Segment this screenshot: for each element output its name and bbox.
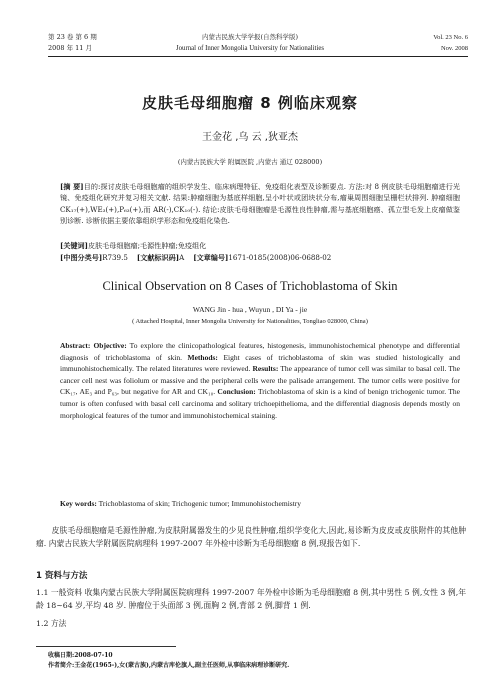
journal-name-en: Journal of Inner Mongolia University for Nationalities (176, 45, 324, 52)
authors-cn: 王金花 ,乌 云 ,狄亚杰 (202, 132, 298, 143)
article-id-label: [文章编号] (193, 253, 229, 262)
affiliation-en: ( Attached Hospital, Inner Mongolia University for Nationalities, Tongliao 028000, China) (132, 318, 368, 325)
abstract-en-conclusion: Trichoblastoma of skin is a kind of benign trichogenic tumor. The tumor is often confused with basal cell carcinoma and solitary trichoepithelioma, and the differential diagnosis depends mostly on morphological features of the tumor and immunohistochemical staining. (60, 387, 460, 420)
abstract-cn-text: 目的:探讨皮肤毛母细胞瘤的组织学发生、临床病理特征、免疫组化表型及诊断要点. 方法:对 8 例皮肤毛母细胞瘤进行光镜、免疫组化研究并复习相关文献. 结果:肿瘤细胞为基底样细胞,呈小叶状或团块状分布,瘤巢周围细胞呈栅栏状排列. 肿瘤细胞 CK₁₇(+),WE₃(+),P₆₃(+),而 AR(-),CK₁₀(-). 结论:皮肤毛母细胞瘤是毛源性良性肿瘤,需与基底细胞癌、孤立型毛发上皮瘤做鉴别诊断. 诊断依据主要依靠组织学形态和免疫组化染色. (60, 182, 461, 226)
article-title-cn: 皮肤毛母细胞瘤 8 例临床观察 (142, 94, 358, 112)
abstract-en-objective: To explore the clinicopathological features, histogenesis, immunohistochemical phenotype and differential diagnosis of trichoblastoma of skin. (60, 341, 460, 362)
section-1-1-paragraph: 1.1 一般资料 收集内蒙古民族大学附属医院病理科 1997-2007 年外检中诊断为毛母细胞瘤 8 例,其中男性 5 例,女性 3 例,年龄 18~64 岁,平均 48 岁. 肿瘤位于头面部 3 例,面胸 2 例,背部 2 例,脚背 1 例. (36, 588, 466, 611)
abstract-cn-label: [摘 要] (60, 182, 84, 191)
keywords-en-label: Key words: (60, 499, 97, 508)
keywords-cn-text: 皮肤毛母细胞瘤;毛源性肿瘤;免疫组化 (88, 241, 207, 250)
clc-label: [中图分类号] (60, 253, 103, 262)
results-label: Results: (252, 364, 279, 374)
footnote-rule (36, 646, 176, 647)
keywords-en (60, 498, 460, 510)
abstract-en-results: The appearance of tumor cell was similar to basal cell. The cancer cell nest was foliolum or massive and the peripheral cells were the palisade arrangement. The tumor cells were positive for CK₁₇, AE₃ and P₆₃, but negative for AR and CK₁₀. (60, 364, 461, 397)
date-cn: 2008 年 11 月 (48, 44, 93, 52)
volume-issue-en: Vol. 23 No. 6 (433, 34, 468, 41)
clc-value: R739.5 (102, 253, 128, 262)
classification-cn (60, 252, 460, 263)
author-bio: 作者简介:王金花(1965-),女(蒙古族),内蒙古库伦旗人,副主任医师,从事临床病理诊断研究. (48, 662, 290, 669)
affiliation-cn: (内蒙古民族大学 附属医院 ,内蒙古 通辽 028000) (177, 158, 323, 166)
intro-paragraph: 皮肤毛母细胞瘤是毛源性肿瘤,为皮肤附属器发生的少见良性肿瘤,组织学变化大,因此,易诊断为皮皮或皮肤附件的其他肿瘤. 内蒙古民族大学附属医院病理科 1997-2007 年外检中诊断为毛母细胞瘤 8 例,现报告如下. (36, 526, 466, 549)
abstract-en-label: Abstract: Objective: (60, 341, 127, 350)
doc-code-label: [文献标识码] (136, 253, 180, 262)
abstract-en (60, 340, 460, 421)
authors-en: WANG Jin - hua , Wuyun , DI Ya - jie (192, 305, 308, 314)
abstract-en-methods: Eight cases of trichoblastoma of skin was studied histologically and immunohistochemically. The related literatures were reviewed. (60, 352, 460, 374)
section-heading-1: 1 资料与方法 (36, 571, 88, 581)
journal-name-cn: 内蒙古民族大学学报(自然科学版) (201, 33, 299, 41)
date-en: Nov. 2008 (440, 45, 468, 52)
section-1-2-heading: 1.2 方法 (36, 619, 67, 628)
article-title-en: Clinical Observation on 8 Cases of Trichoblastoma of Skin (102, 279, 398, 293)
keywords-cn-label: [关键词] (60, 241, 88, 250)
abstract-cn (60, 181, 460, 227)
methods-label: Methods: (187, 352, 218, 362)
keywords-cn (60, 240, 460, 251)
volume-issue-cn: 第 23 卷 第 6 期 (48, 33, 97, 41)
doc-code-value: A (179, 253, 185, 262)
header-rule (48, 56, 468, 57)
conclusion-label: Conclusion: (217, 387, 256, 397)
article-id-value: 1671-0185(2008)06-0688-02 (228, 253, 332, 262)
received-date: 收稿日期:2008-07-10 (48, 652, 113, 659)
keywords-en-text: Trichoblastoma of skin; Trichogenic tumor; Immunohistochemistry (96, 499, 302, 508)
